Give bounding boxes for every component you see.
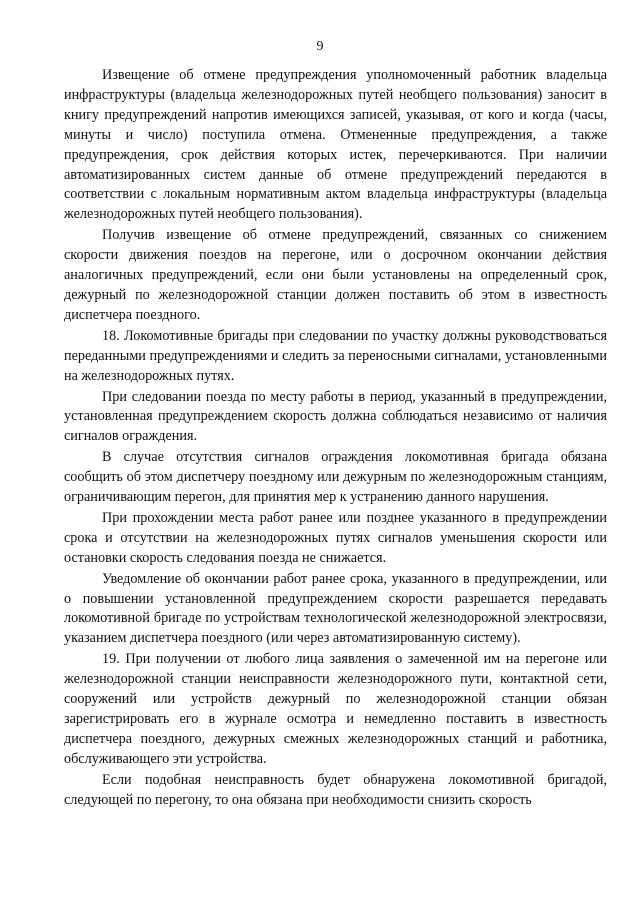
paragraph-station-duty-notification: Получив извещение об отмене предупреждений, связанных со снижением скорости движения поездов на перегоне, или о досрочном окончании действия аналогичных предупреждений, если они были установлены на определенный срок, дежурный по железнодорожной станции должен поставить об этом в известность диспетчера поездного. (64, 227, 607, 323)
document-body (64, 66, 607, 812)
paragraph-early-completion-notice: Уведомление об окончании работ ранее срока, указанного в предупреждении, или о повышении установленной предупреждением скорости разрешается передавать локомотивной бригаде по устройствам технологической железнодорожной электросвязи, указанием диспетчера поездного (или через автоматизированную систему). (64, 570, 607, 647)
paragraph-outside-work-period: При прохождении места работ ранее или позднее указанного в предупреждении срока и отсутствии на железнодорожных путях сигналов уменьшения скорости или остановки скорость следования поезда не снижается. (64, 509, 607, 566)
page-number: 9 (316, 39, 324, 54)
paragraph-missing-signals: В случае отсутствия сигналов ограждения локомотивная бригада обязана сообщить об этом диспетчеру поездному или дежурным по железнодорожным станциям, ограничивающим перегон, для принятия мер к устранению данного нарушения. (64, 449, 607, 506)
paragraph-speed-compliance: При следовании поезда по месту работы в период, указанный в предупреждении, установленная предупреждением скорость должна соблюдаться независимо от наличия сигналов ограждения. (64, 388, 607, 445)
paragraph-item-19-fault-report: 19. При получении от любого лица заявления о замеченной им на перегоне или железнодорожной станции неисправности железнодорожного пути, контактной сети, сооружений или устройств дежурный по железнодорожной станции обязан зарегистрировать его в журнале осмотра и немедленно поставить в известность диспетчера поездного, дежурных смежных железнодорожных станций и работника, обслуживающего эти устройства. (64, 651, 607, 767)
paragraph-item-18-locomotive-crews: 18. Локомотивные бригады при следовании по участку должны руководствоваться переданными предупреждениями и следить за переносными сигналами, установленными на железнодорожных путях. (64, 327, 607, 384)
paragraph-warning-cancellation-record: Извещение об отмене предупреждения уполномоченный работник владельца инфраструктуры (владельца железнодорожных путей необщего пользования) заносит в книгу предупреждений напротив имеющихся записей, указывая, от кого и когда (часы, минуты и число) поступила отмена. Отмененные предупреждения, а также предупреждения, срок действия которых истек, перечеркиваются. При наличии автоматизированных систем данные об отмене предупреждений передаются в соответствии с локальным нормативным актом владельца инфраструктуры (владельца железнодорожных путей необщего пользования). (64, 67, 607, 223)
paragraph-fault-found-by-crew: Если подобная неисправность будет обнаружена локомотивной бригадой, следующей по перегону, то она обязана при необходимости снизить скорость (64, 771, 607, 808)
